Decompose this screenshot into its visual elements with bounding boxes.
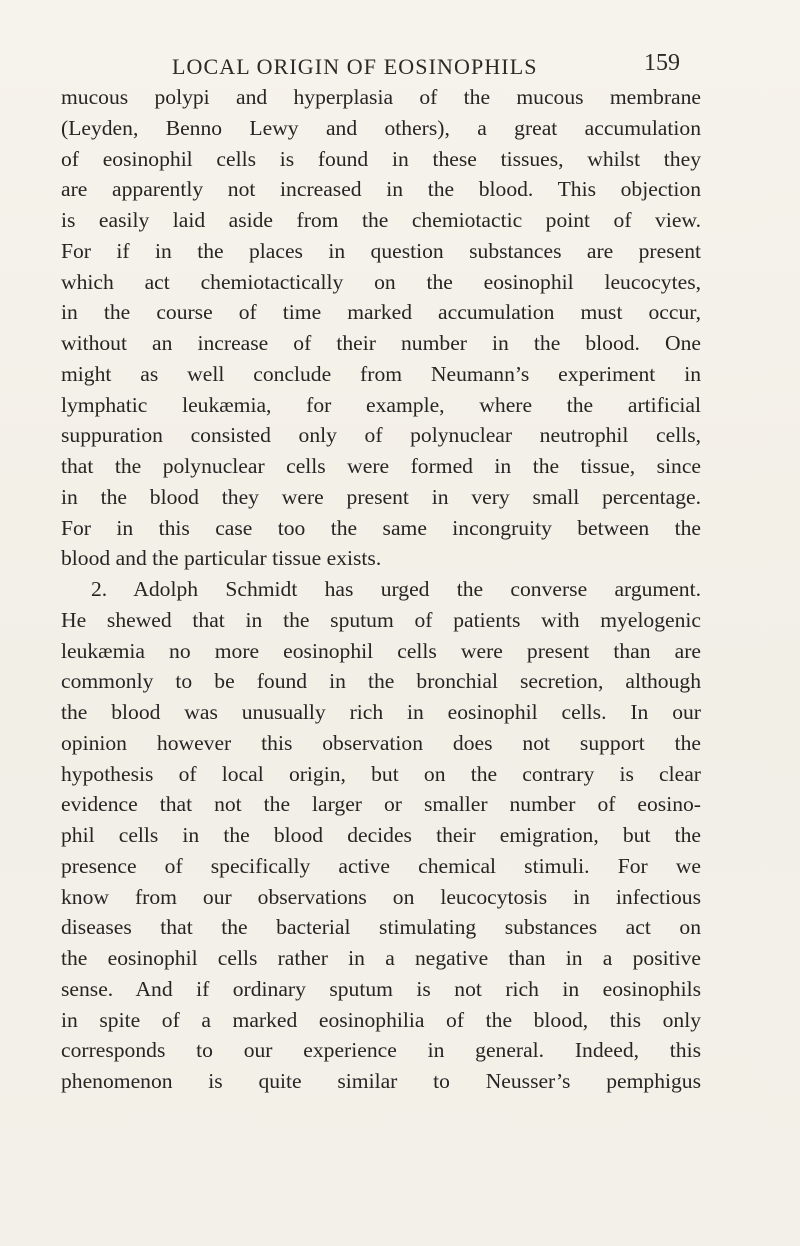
text-line: evidence that not the larger or smaller number of eosino- (61, 792, 701, 817)
text-line: in spite of a marked eosinophilia of the blood, this only (61, 1007, 701, 1032)
body-text (61, 82, 701, 1097)
text-line: is easily laid aside from the chemiotactic point of view. (61, 208, 701, 232)
running-head (0, 50, 800, 80)
text-line: For in this case too the same incongruity between the (61, 515, 701, 540)
text-line: might as well conclude from Neumann’s experiment in (61, 361, 701, 386)
text-line: hypothesis of local origin, but on the contrary is clear (61, 761, 701, 786)
text-line: sense. And if ordinary sputum is not rich in eosinophils (61, 976, 701, 1001)
text-line: blood and the particular tissue exists. (61, 546, 382, 571)
text-line: in the blood they were present in very small percentage. (61, 484, 701, 509)
text-line: corresponds to our experience in general. Indeed, this (61, 1038, 701, 1063)
text-line: (Leyden, Benno Lewy and others), a great accumulation (61, 115, 701, 140)
text-line: phil cells in the blood decides their emigration, but the (61, 823, 701, 847)
text-line: 2. Adolph Schmidt has urged the converse argument. (91, 577, 701, 601)
text-line: in the course of time marked accumulation must occur, (61, 300, 701, 325)
text-line: that the polynuclear cells were formed in the tissue, since (61, 454, 701, 478)
text-line: opinion however this observation does not support the (61, 730, 701, 755)
text-line: of eosinophil cells is found in these tissues, whilst they (61, 146, 701, 171)
text-line: the eosinophil cells rather in a negative than in a positive (61, 946, 701, 970)
text-line: phenomenon is quite similar to Neusser’s pemphigus (61, 1069, 701, 1093)
text-line: lymphatic leukæmia, for example, where the artificial (61, 392, 701, 417)
text-line: commonly to be found in the bronchial secretion, although (61, 669, 701, 694)
text-line: without an increase of their number in the blood. One (61, 331, 701, 355)
text-line: mucous polypi and hyperplasia of the mucous membrane (61, 85, 701, 109)
page-number: 159 (644, 50, 680, 76)
text-line: suppuration consisted only of polynuclear neutrophil cells, (61, 423, 701, 448)
text-line: For if in the places in question substances are present (61, 238, 701, 263)
text-line: He shewed that in the sputum of patients with myelogenic (61, 607, 701, 632)
text-line: are apparently not increased in the blood. This objection (61, 177, 701, 202)
text-line: presence of specifically active chemical stimuli. For we (61, 853, 701, 878)
text-line: know from our observations on leucocytosis in infectious (61, 884, 701, 909)
text-line: diseases that the bacterial stimulating substances act on (61, 915, 701, 940)
text-line: which act chemiotactically on the eosinophil leucocytes, (61, 269, 701, 294)
running-title: LOCAL ORIGIN OF EOSINOPHILS (172, 54, 538, 79)
text-line: the blood was unusually rich in eosinophil cells. In our (61, 700, 701, 724)
text-line: leukæmia no more eosinophil cells were present than are (61, 638, 701, 663)
